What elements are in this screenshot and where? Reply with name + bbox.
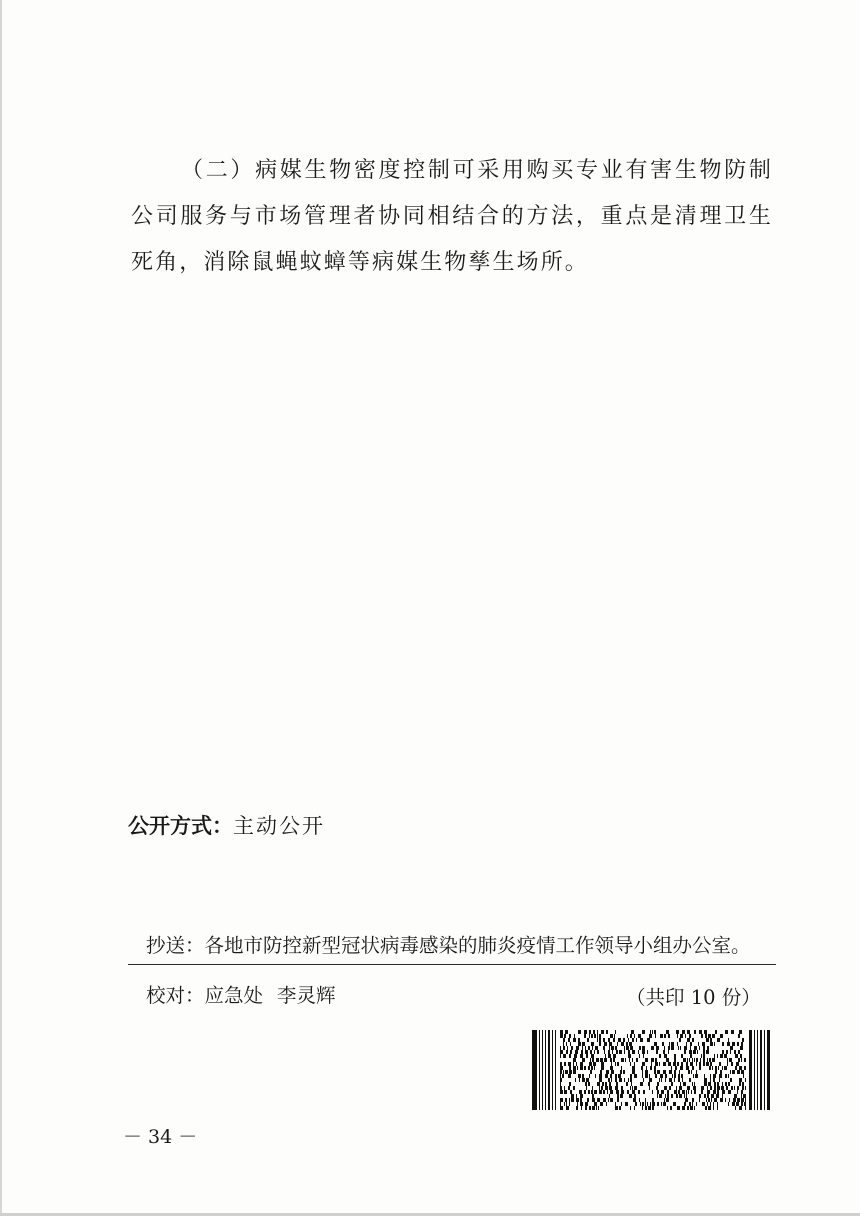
cc-line	[146, 931, 751, 961]
document-barcode	[532, 1030, 770, 1110]
page-number: － 34 －	[123, 1126, 198, 1148]
disclosure-label: 公开方式：	[128, 814, 233, 838]
print-copies: （共印 10 份）	[626, 986, 761, 1009]
proofread-name: 李灵辉	[277, 984, 336, 1007]
disclosure-line	[128, 810, 325, 842]
proofread-label: 校对：	[146, 984, 205, 1007]
footer-divider	[128, 964, 776, 965]
page-left-edge	[0, 0, 2, 1216]
disclosure-value: 主动公开	[233, 814, 325, 838]
proofread-line	[146, 981, 336, 1011]
cc-recipients: 各地市防控新型冠状病毒感染的肺炎疫情工作领导小组办公室。	[204, 934, 751, 957]
body-paragraph: （二）病媒生物密度控制可采用购买专业有害生物防制公司服务与市场管理者协同相结合的方法，重点是清理卫生死角，消除鼠蝇蚊蟑等病媒生物孳生场所。	[131, 158, 773, 275]
proofread-department: 应急处	[204, 984, 264, 1007]
cc-label: 抄送：	[146, 934, 205, 957]
